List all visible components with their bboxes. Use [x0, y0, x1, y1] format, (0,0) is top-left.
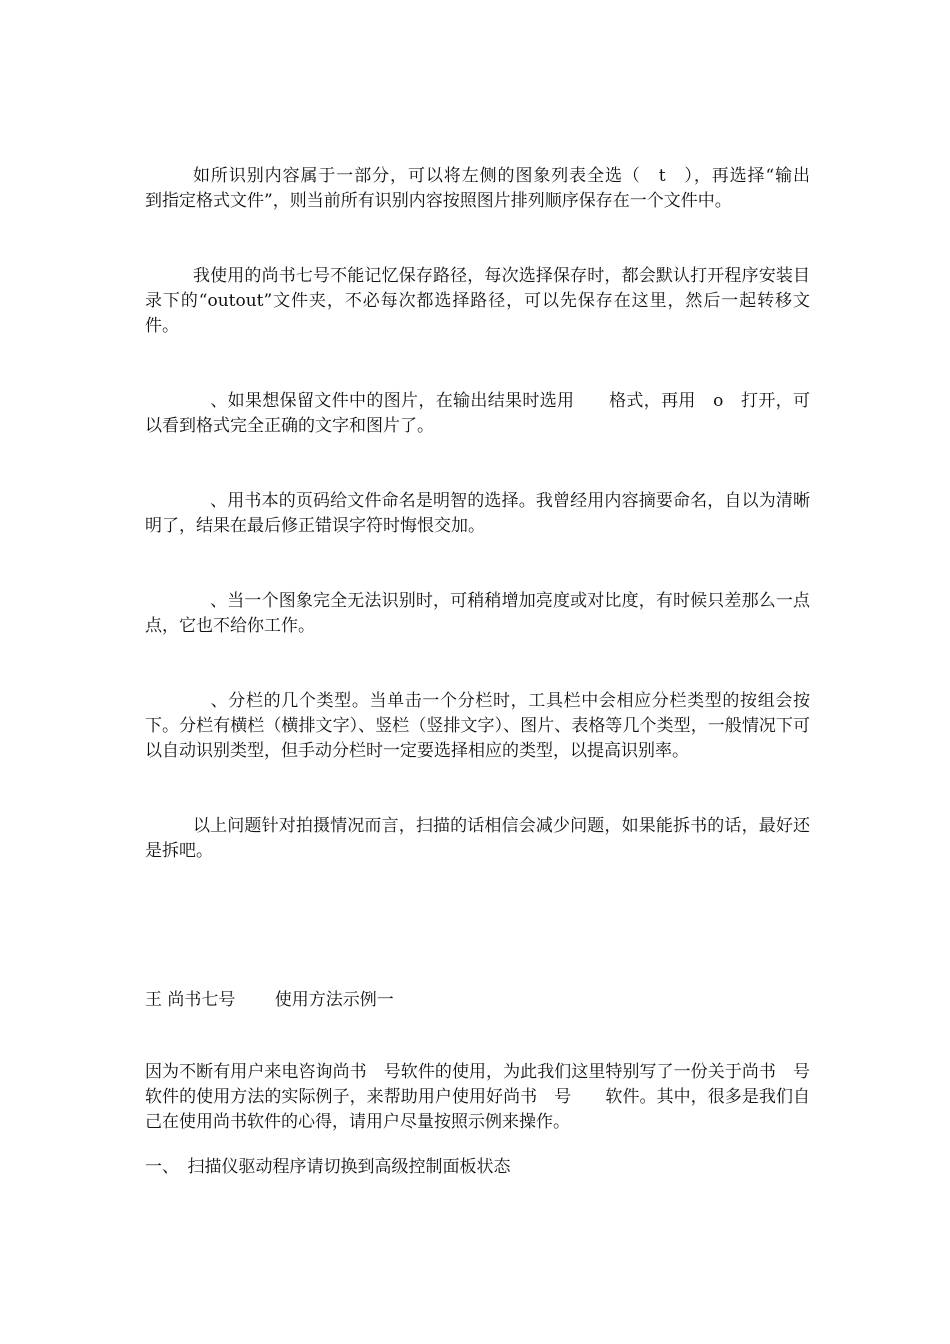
paragraph-conclusion: 以上问题针对拍摄情况而言，扫描的话相信会减少问题，如果能拆书的话，最好还是拆吧。 [145, 816, 810, 861]
paragraph-keep-images: 、如果想保留文件中的图片，在输出结果时选用 格式，再用 o 打开，可以看到格式完全正确的文字和图片了。 [145, 391, 810, 436]
step-one-text: 一、 扫描仪驱动程序请切换到高级控制面板状态 [145, 1157, 511, 1177]
paragraph-file-naming: 、用书本的页码给文件命名是明智的选择。我曾经用内容摘要命名，自以为清晰明了，结果在最后修正错误字符时悔恨交加。 [145, 491, 810, 536]
paragraph-intro: 因为不断有用户来电咨询尚书 号软件的使用，为此我们这里特别写了一份关于尚书 号软件的使用方法的实际例子，来帮助用户使用好尚书 号 软件。其中，很多是我们自己在使用尚书软件的心得，请用户尽量按照示例来操作。 [145, 1062, 810, 1132]
paragraph-save-all: 如所识别内容属于一部分，可以将左侧的图象列表全选（ t ），再选择“输出 到指定格式文件”，则当前所有识别内容按照图片排列顺序保存在一个文件中。 [145, 166, 827, 211]
tips-section [145, 114, 827, 914]
paragraph-save-path: 我使用的尚书七号不能记忆保存路径，每次选择保存时，都会默认打开程序安装目录下的“outout”文件夹，不必每次都选择路径，可以先保存在这里，然后一起转移文件。 [145, 266, 810, 336]
step-heading [145, 1105, 810, 1230]
section-title-text: 王 尚书七号 使用方法示例一 [145, 990, 394, 1010]
paragraph-column-types: 、分栏的几个类型。当单击一个分栏时，工具栏中会相应分栏类型的按组会按下。分栏有横栏（横排文字）、竖栏（竖排文字）、图片、表格等几个类型，一般情况下可以自动识别类型，但手动分栏时一定要选择相应的类型，以提高识别率。 [145, 691, 810, 761]
paragraph-brightness: 、当一个图象完全无法识别时，可稍稍增加亮度或对比度，有时候只差那么一点点，它也不给你工作。 [145, 591, 810, 636]
